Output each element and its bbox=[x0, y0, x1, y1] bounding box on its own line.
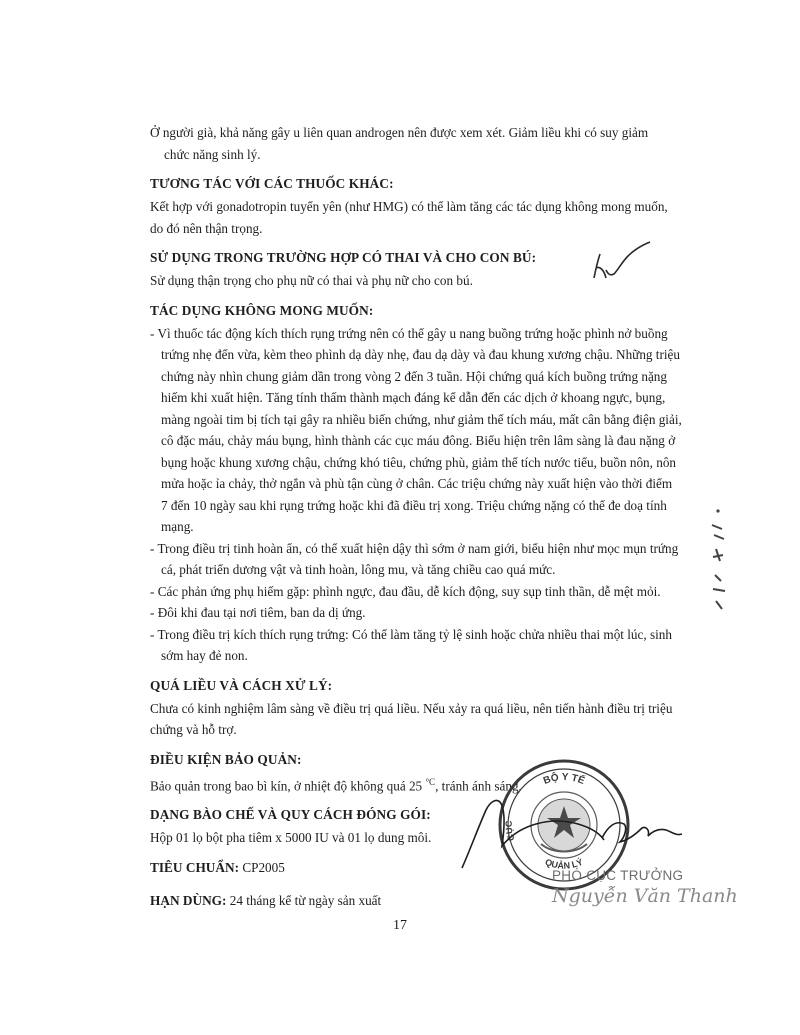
signer-name: Nguyễn Văn Thanh bbox=[552, 885, 738, 907]
page-number: 17 bbox=[393, 918, 407, 933]
adverse-item-1: - Vì thuốc tác động kích thích rụng trứng nên có thể gây u nang buồng trứng hoặc phình nở buồng trứng nhẹ đến vừa, kèm theo phình dạ dày nhẹ, đau dạ dày và đau khung xương chậu. Những triệu chứng này nhìn chung giảm dần trong vòng 2 đến 3 tuần. Hội chứng quá kích buồng trứng nặng hiếm khi xuất hiện. Tăng tính thấm thành mạch đáng kể dẫn đến các dịch ở khoang ngực, bụng, màng ngoài tim bị tích tại gây ra nhiều biến chứng, như giảm thể tích máu, mất cân bằng điện giải, cô đặc máu, chảy máu bụng, hình thành các cục máu đông. Biểu hiện trên lâm sàng là đau nặng ở bụng hoặc khung xương chậu, chứng khó tiêu, chứng phù, giảm thể tích nước tiểu, buồn nôn, nôn mửa hoặc ỉa chảy, thở ngắn và phù tận cùng ở chân. Các triệu chứng này xuất hiện vào thời điểm 7 đến 10 ngày sau khi rụng trứng hoặc khi đã điều trị xong. Triệu chứng nặng có thể đe doạ tính mạng. bbox=[150, 325, 682, 534]
official-signature-icon bbox=[452, 780, 702, 880]
overdose-body: Chưa có kinh nghiệm lâm sàng về điều trị quá liều. Nếu xảy ra quá liều, nên tiến hành điều trị triệu chứng và hỗ trợ. bbox=[150, 700, 673, 737]
storage-body-end: , tránh ánh sáng. bbox=[435, 777, 522, 793]
storage-degree: °C bbox=[425, 776, 436, 787]
pregnancy-body: Sử dụng thận trọng cho phụ nữ có thai và phụ nữ cho con bú. bbox=[150, 273, 473, 288]
margin-marks-icon bbox=[700, 505, 740, 615]
dosage-form-heading: DẠNG BÀO CHẾ VÀ QUY CÁCH ĐÓNG GÓI: bbox=[150, 807, 431, 823]
signer-title: PHÓ CỤC TRƯỞNG bbox=[552, 868, 684, 883]
storage-heading: ĐIỀU KIỆN BẢO QUẢN: bbox=[150, 751, 302, 767]
shelf-life-value: 24 tháng kể từ ngày sản xuất bbox=[226, 893, 382, 909]
initials-signature-icon bbox=[588, 240, 658, 285]
standard-label: TIÊU CHUẨN: bbox=[150, 859, 240, 875]
stamp-top-text: BỘ Y TẾ bbox=[541, 771, 587, 787]
interactions-body: Kết hợp với gonadotropin tuyến yên (như HMG) có thể làm tăng các tác dụng không mong muốn, do đó nên thận trọng. bbox=[150, 199, 668, 236]
storage-body-text: Bảo quản trong bao bì kín, ở nhiệt độ không quá 25 bbox=[150, 777, 426, 793]
stamp-left-text: CỤC bbox=[503, 820, 517, 843]
adverse-item-3: - Các phản ứng phụ hiếm gặp: phình ngực, đau đầu, dễ kích động, suy sụp tinh thần, dễ mệt mỏi. bbox=[150, 583, 661, 599]
adverse-item-2: - Trong điều trị tinh hoàn ẩn, có thể xuất hiện dậy thì sớm ở nam giới, biểu hiện như mọc mụn trứng cá, phát triển dương vật và tinh hoàn, lông mu, và tăng chiều cao quá mức. bbox=[150, 540, 679, 577]
dosage-form-body: Hộp 01 lọ bột pha tiêm x 5000 IU và 01 lọ dung môi. bbox=[150, 830, 432, 846]
intro-paragraph bbox=[150, 122, 682, 165]
stamp-bottom-text: QUẢN LÝ bbox=[543, 856, 585, 871]
interactions-heading: TƯƠNG TÁC VỚI CÁC THUỐC KHÁC: bbox=[150, 176, 394, 191]
shelf-life-label: HẠN DÙNG: bbox=[150, 893, 227, 909]
signature-block bbox=[552, 868, 752, 907]
pregnancy-heading: SỬ DỤNG TRONG TRƯỜNG HỢP CÓ THAI VÀ CHO CON BÚ: bbox=[150, 250, 537, 265]
adverse-item-4: - Đôi khi đau tại nơi tiêm, ban da dị ứng. bbox=[150, 605, 366, 620]
overdose-heading: QUÁ LIỀU VÀ CÁCH XỬ LÝ: bbox=[150, 677, 333, 693]
intro-line-2: chức năng sinh lý. bbox=[164, 146, 261, 162]
intro-line-1: Ở người già, khả năng gây u liên quan androgen nên được xem xét. Giảm liều khi có suy giảm bbox=[150, 125, 649, 140]
adverse-item-5: - Trong điều trị kích thích rụng trứng: Có thể làm tăng tỷ lệ sinh hoặc chửa nhiều thai một lúc, sinh sớm hay đẻ non. bbox=[150, 626, 672, 663]
adverse-heading: TÁC DỤNG KHÔNG MONG MUỐN: bbox=[150, 302, 374, 318]
standard-value: CP2005 bbox=[239, 859, 285, 875]
